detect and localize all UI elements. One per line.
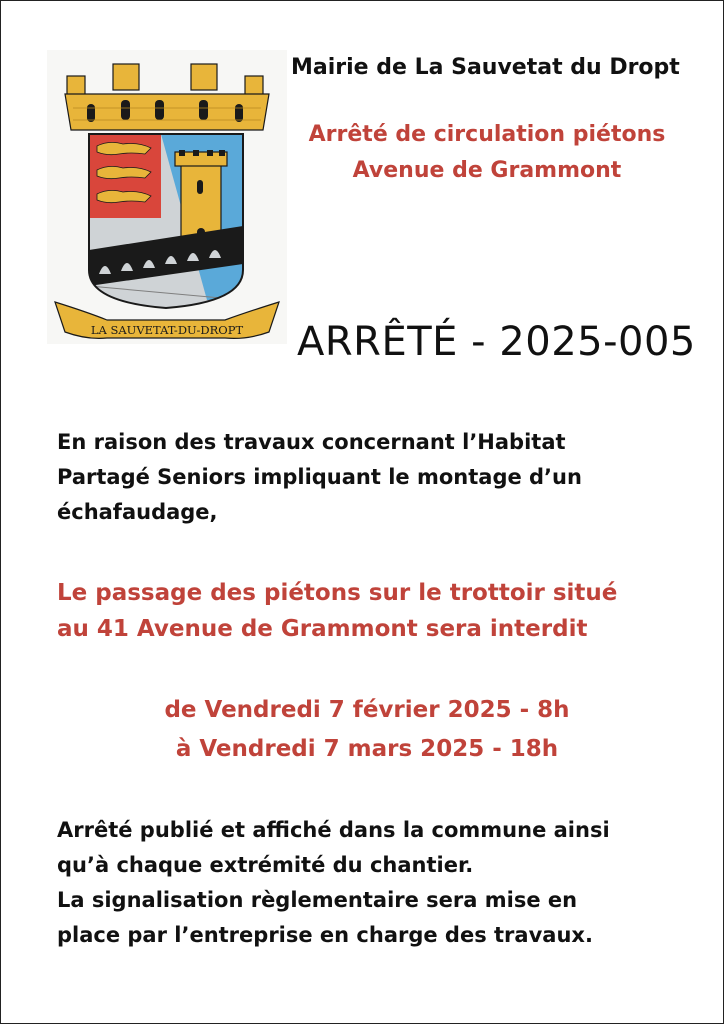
date-line: de Vendredi 7 février 2025 - 8h — [164, 697, 570, 723]
text-line: La signalisation règlementaire sera mise en — [57, 888, 578, 912]
text-line: Arrêté publié et affiché dans la commune ainsi — [57, 818, 610, 842]
intro-paragraph — [57, 425, 677, 530]
coat-of-arms-logo — [47, 50, 287, 344]
subject-line: Avenue de Grammont — [352, 158, 622, 183]
text-line: Le passage des piétons sur le trottoir situé — [57, 580, 618, 606]
logo-motto: LA SAUVETAT-DU-DROPT — [90, 323, 244, 337]
date-range — [57, 691, 677, 769]
arrete-number: ARRÊTÉ - 2025-005 — [297, 319, 696, 365]
text-line: En raison des travaux concernant l’Habitat — [57, 430, 566, 454]
text-line: Partagé Seniors impliquant le montage d’un — [57, 465, 582, 489]
publication-paragraph — [57, 813, 677, 953]
date-line: à Vendredi 7 mars 2025 - 18h — [175, 736, 559, 762]
pedestrian-ban-paragraph — [57, 575, 677, 647]
text-line: qu’à chaque extrémité du chantier. — [57, 853, 474, 877]
mairie-name: Mairie de La Sauvetat du Dropt — [291, 55, 680, 80]
subject-line: Arrêté de circulation piétons — [308, 122, 666, 147]
text-line: place par l’entreprise en charge des travaux. — [57, 923, 593, 947]
text-line: au 41 Avenue de Grammont sera interdit — [57, 616, 588, 642]
notice-subject — [287, 117, 687, 189]
text-line: échafaudage, — [57, 500, 218, 524]
